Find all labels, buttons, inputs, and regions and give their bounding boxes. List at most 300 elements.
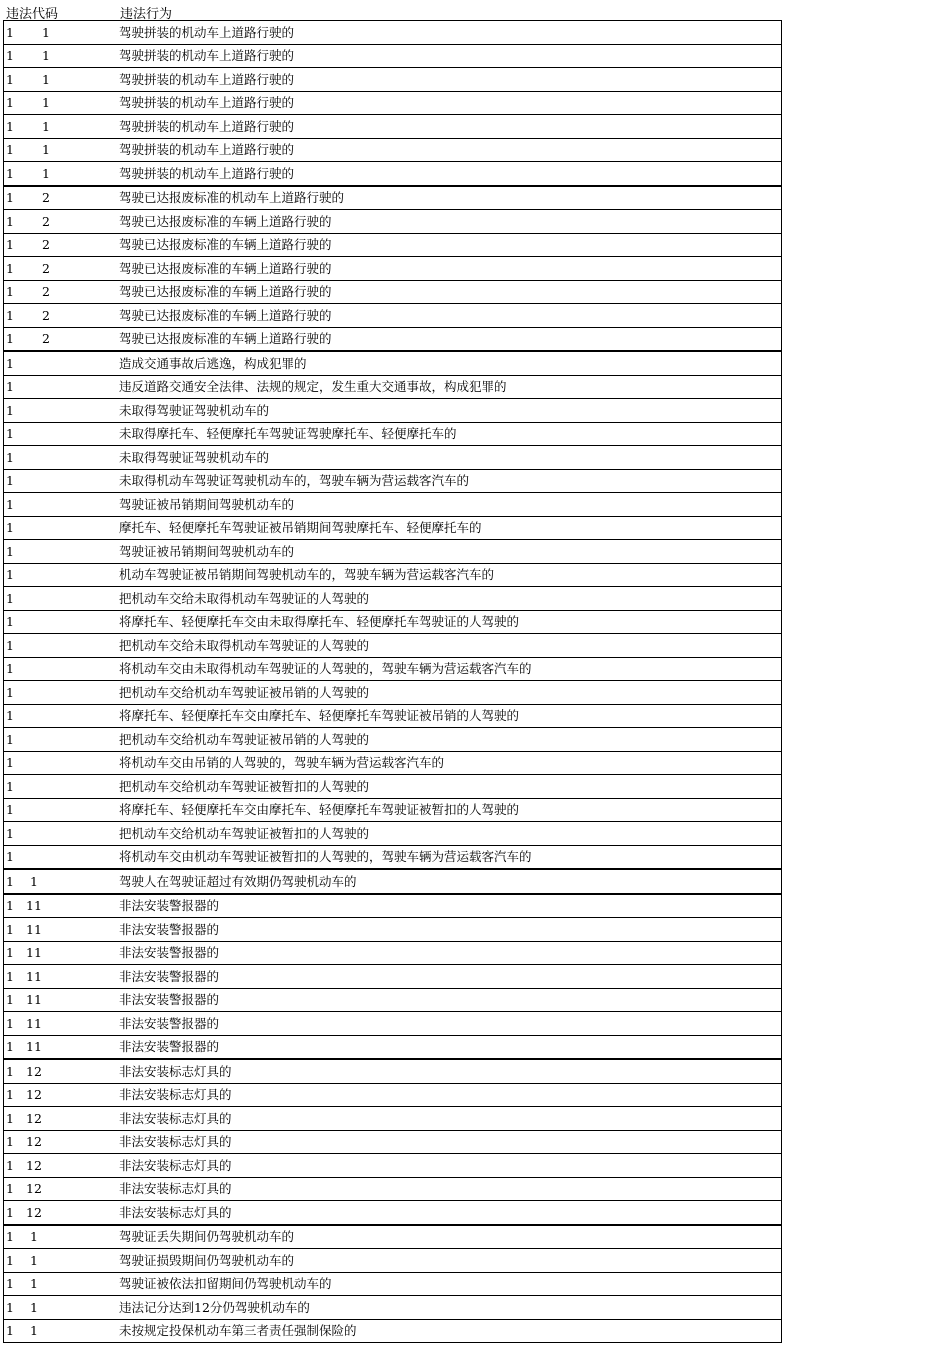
table-row xyxy=(4,257,782,281)
code-major: 1 xyxy=(6,190,14,205)
code-major: 1 xyxy=(6,284,14,299)
table-row xyxy=(4,681,782,705)
code-cell xyxy=(4,869,117,894)
code-cell xyxy=(4,375,117,399)
code-minor: 11 xyxy=(26,1015,42,1031)
table-row xyxy=(4,1296,782,1320)
code-cell xyxy=(4,1296,117,1320)
action-text: 机动车驾驶证被吊销期间驾驶机动车的，驾驶车辆为营运载客汽车的 xyxy=(119,567,495,582)
code-cell xyxy=(4,988,117,1012)
action-cell xyxy=(116,1154,782,1178)
code-cell xyxy=(4,681,117,705)
action-text: 非法安装标志灯具的 xyxy=(119,1134,232,1149)
code-cell xyxy=(4,162,117,186)
action-text: 未取得摩托车、轻便摩托车驾驶证驾驶摩托车、轻便摩托车的 xyxy=(119,426,457,441)
action-text: 驾驶已达报废标准的车辆上道路行驶的 xyxy=(119,331,332,346)
code-cell xyxy=(4,704,117,728)
action-cell xyxy=(116,1249,782,1273)
action-text: 驾驶证丢失期间仍驾驶机动车的 xyxy=(119,1229,295,1244)
code-major: 1 xyxy=(6,849,14,864)
action-cell xyxy=(116,798,782,822)
code-cell xyxy=(4,399,117,423)
code-minor: 1 xyxy=(42,95,50,110)
code-cell xyxy=(4,918,117,942)
code-major: 1 xyxy=(6,567,14,582)
code-cell xyxy=(4,587,117,611)
code-cell xyxy=(4,304,117,328)
code-major: 1 xyxy=(6,449,14,465)
table-row xyxy=(4,304,782,328)
action-cell xyxy=(116,44,782,68)
code-major: 1 xyxy=(6,968,14,984)
table-row xyxy=(4,44,782,68)
action-cell xyxy=(116,728,782,752)
code-minor: 11 xyxy=(26,992,42,1007)
action-cell xyxy=(116,186,782,210)
code-minor: 2 xyxy=(42,307,50,323)
code-cell xyxy=(4,845,117,869)
table-row xyxy=(4,587,782,611)
table-row xyxy=(4,1035,782,1059)
code-major: 1 xyxy=(6,778,14,794)
action-cell xyxy=(116,138,782,162)
code-cell xyxy=(4,186,117,210)
table-header xyxy=(6,2,782,20)
action-cell xyxy=(116,869,782,894)
action-text: 把机动车交给机动车驾驶证被暂扣的人驾驶的 xyxy=(119,825,370,841)
code-minor: 2 xyxy=(42,331,50,346)
table-row xyxy=(4,988,782,1012)
code-major: 1 xyxy=(6,426,14,441)
action-text: 非法安装警报器的 xyxy=(119,945,220,960)
code-major: 1 xyxy=(6,1204,14,1220)
code-cell xyxy=(4,493,117,517)
action-text: 驾驶证被吊销期间驾驶机动车的 xyxy=(119,543,295,559)
table-row xyxy=(4,186,782,210)
code-cell xyxy=(4,21,117,45)
code-major: 1 xyxy=(6,1229,14,1244)
table-row xyxy=(4,1319,782,1343)
table-row xyxy=(4,327,782,351)
action-text: 驾驶已达报废标准的车辆上道路行驶的 xyxy=(119,260,332,276)
action-cell xyxy=(116,894,782,918)
action-text: 将摩托车、轻便摩托车交由未取得摩托车、轻便摩托车驾驶证的人驾驶的 xyxy=(119,614,520,629)
code-cell xyxy=(4,965,117,989)
action-cell xyxy=(116,540,782,564)
table-row xyxy=(4,1083,782,1107)
code-major: 1 xyxy=(6,898,14,913)
code-major: 1 xyxy=(6,1157,14,1173)
table-row xyxy=(4,469,782,493)
code-cell xyxy=(4,91,117,115)
action-cell xyxy=(116,1319,782,1343)
action-cell xyxy=(116,587,782,611)
code-minor: 2 xyxy=(42,260,50,276)
action-text: 非法安装警报器的 xyxy=(119,921,220,937)
action-text: 驾驶拼装的机动车上道路行驶的 xyxy=(119,71,295,87)
table-row xyxy=(4,1225,782,1249)
code-cell xyxy=(4,138,117,162)
action-cell xyxy=(116,375,782,399)
table-row xyxy=(4,115,782,139)
action-cell xyxy=(116,21,782,45)
action-text: 驾驶拼装的机动车上道路行驶的 xyxy=(119,95,295,110)
code-major: 1 xyxy=(6,1181,14,1196)
code-major: 1 xyxy=(6,473,14,488)
action-cell xyxy=(116,162,782,186)
action-text: 驾驶证被依法扣留期间仍驾驶机动车的 xyxy=(119,1276,332,1291)
code-minor: 11 xyxy=(26,1039,42,1054)
code-cell xyxy=(4,516,117,540)
action-text: 驾驶已达报废标准的车辆上道路行驶的 xyxy=(119,307,332,323)
action-cell xyxy=(116,68,782,92)
code-major: 1 xyxy=(6,590,14,606)
table-row xyxy=(4,399,782,423)
code-major: 1 xyxy=(6,24,14,40)
code-cell xyxy=(4,1154,117,1178)
code-cell xyxy=(4,894,117,918)
action-text: 非法安装标志灯具的 xyxy=(119,1063,232,1079)
code-major: 1 xyxy=(6,1252,14,1268)
code-cell xyxy=(4,822,117,846)
table-row xyxy=(4,422,782,446)
code-cell xyxy=(4,1083,117,1107)
action-text: 把机动车交给机动车驾驶证被暂扣的人驾驶的 xyxy=(119,778,370,794)
table-row xyxy=(4,68,782,92)
table-row xyxy=(4,1107,782,1131)
code-minor: 12 xyxy=(26,1063,42,1079)
action-text: 摩托车、轻便摩托车驾驶证被吊销期间驾驶摩托车、轻便摩托车的 xyxy=(119,520,482,535)
table-row xyxy=(4,493,782,517)
action-text: 非法安装标志灯具的 xyxy=(119,1157,232,1173)
action-text: 将机动车交由未取得机动车驾驶证的人驾驶的，驾驶车辆为营运载客汽车的 xyxy=(119,661,532,676)
action-cell xyxy=(116,446,782,470)
action-text: 将摩托车、轻便摩托车交由摩托车、轻便摩托车驾驶证被吊销的人驾驶的 xyxy=(119,708,520,723)
code-major: 1 xyxy=(6,1110,14,1126)
action-cell xyxy=(116,610,782,634)
code-cell xyxy=(4,540,117,564)
action-text: 驾驶证被吊销期间驾驶机动车的 xyxy=(119,496,295,512)
action-cell xyxy=(116,327,782,351)
code-major: 1 xyxy=(6,1323,14,1338)
action-cell xyxy=(116,941,782,965)
code-minor: 1 xyxy=(30,873,38,889)
action-text: 把机动车交给机动车驾驶证被吊销的人驾驶的 xyxy=(119,731,370,747)
action-cell xyxy=(116,280,782,304)
action-cell xyxy=(116,399,782,423)
action-text: 驾驶证损毁期间仍驾驶机动车的 xyxy=(119,1252,295,1268)
table-row xyxy=(4,1249,782,1273)
action-cell xyxy=(116,516,782,540)
table-row xyxy=(4,162,782,186)
action-text: 非法安装警报器的 xyxy=(119,898,220,913)
code-minor: 1 xyxy=(42,165,50,181)
code-cell xyxy=(4,610,117,634)
code-minor: 12 xyxy=(26,1181,42,1196)
code-major: 1 xyxy=(6,1134,14,1149)
table-row xyxy=(4,610,782,634)
table-row xyxy=(4,1154,782,1178)
code-major: 1 xyxy=(6,1087,14,1102)
code-minor: 11 xyxy=(26,921,42,937)
action-cell xyxy=(116,918,782,942)
code-major: 1 xyxy=(6,118,14,134)
code-major: 1 xyxy=(6,48,14,63)
table-row xyxy=(4,657,782,681)
code-minor: 1 xyxy=(30,1276,38,1291)
code-minor: 12 xyxy=(26,1087,42,1102)
code-cell xyxy=(4,280,117,304)
action-cell xyxy=(116,493,782,517)
action-text: 将机动车交由吊销的人驾驶的，驾驶车辆为营运载客汽车的 xyxy=(119,755,445,770)
code-major: 1 xyxy=(6,307,14,323)
code-major: 1 xyxy=(6,661,14,676)
action-cell xyxy=(116,1201,782,1225)
code-minor: 12 xyxy=(26,1110,42,1126)
code-major: 1 xyxy=(6,921,14,937)
code-minor: 1 xyxy=(30,1229,38,1244)
code-major: 1 xyxy=(6,71,14,87)
code-major: 1 xyxy=(6,213,14,229)
action-text: 驾驶已达报废标准的机动车上道路行驶的 xyxy=(119,190,345,205)
action-cell xyxy=(116,563,782,587)
action-text: 非法安装警报器的 xyxy=(119,992,220,1007)
action-cell xyxy=(116,681,782,705)
header-action: 违法行为 xyxy=(120,7,173,22)
action-cell xyxy=(116,1083,782,1107)
action-cell xyxy=(116,1296,782,1320)
action-cell xyxy=(116,1225,782,1249)
code-major: 1 xyxy=(6,614,14,629)
action-text: 驾驶拼装的机动车上道路行驶的 xyxy=(119,48,295,63)
table-row xyxy=(4,775,782,799)
violation-table xyxy=(3,20,782,1343)
table-row xyxy=(4,540,782,564)
action-text: 非法安装标志灯具的 xyxy=(119,1110,232,1126)
action-cell xyxy=(116,210,782,234)
code-cell xyxy=(4,422,117,446)
code-cell xyxy=(4,657,117,681)
code-cell xyxy=(4,233,117,257)
table-row xyxy=(4,280,782,304)
table-row xyxy=(4,634,782,658)
table-row xyxy=(4,21,782,45)
code-cell xyxy=(4,351,117,375)
table-row xyxy=(4,798,782,822)
table-row xyxy=(4,894,782,918)
action-cell xyxy=(116,1035,782,1059)
code-minor: 2 xyxy=(42,237,50,252)
code-cell xyxy=(4,1035,117,1059)
code-cell xyxy=(4,751,117,775)
code-minor: 11 xyxy=(26,968,42,984)
code-cell xyxy=(4,44,117,68)
action-text: 未取得机动车驾驶证驾驶机动车的，驾驶车辆为营运载客汽车的 xyxy=(119,473,470,488)
action-text: 驾驶拼装的机动车上道路行驶的 xyxy=(119,118,295,134)
table-row xyxy=(4,351,782,375)
code-major: 1 xyxy=(6,402,14,418)
table-row xyxy=(4,1059,782,1083)
code-minor: 1 xyxy=(42,118,50,134)
action-text: 驾驶人在驾驶证超过有效期仍驾驶机动车的 xyxy=(119,873,357,889)
action-cell xyxy=(116,351,782,375)
code-cell xyxy=(4,1107,117,1131)
code-major: 1 xyxy=(6,237,14,252)
table-row xyxy=(4,210,782,234)
code-minor: 1 xyxy=(42,71,50,87)
action-text: 将摩托车、轻便摩托车交由摩托车、轻便摩托车驾驶证被暂扣的人驾驶的 xyxy=(119,802,520,817)
action-cell xyxy=(116,988,782,1012)
code-major: 1 xyxy=(6,708,14,723)
table-row xyxy=(4,704,782,728)
code-minor: 12 xyxy=(26,1134,42,1149)
code-cell xyxy=(4,563,117,587)
action-text: 驾驶拼装的机动车上道路行驶的 xyxy=(119,24,295,40)
action-text: 非法安装警报器的 xyxy=(119,1015,220,1031)
action-cell xyxy=(116,822,782,846)
action-text: 违反道路交通安全法律、法规的规定，发生重大交通事故，构成犯罪的 xyxy=(119,379,507,394)
table-row xyxy=(4,516,782,540)
code-major: 1 xyxy=(6,1299,14,1315)
code-major: 1 xyxy=(6,355,14,371)
table-row xyxy=(4,446,782,470)
action-text: 将机动车交由机动车驾驶证被暂扣的人驾驶的，驾驶车辆为营运载客汽车的 xyxy=(119,849,532,864)
code-major: 1 xyxy=(6,496,14,512)
table-row xyxy=(4,728,782,752)
code-major: 1 xyxy=(6,165,14,181)
action-text: 驾驶已达报废标准的车辆上道路行驶的 xyxy=(119,237,332,252)
code-major: 1 xyxy=(6,520,14,535)
code-major: 1 xyxy=(6,1276,14,1291)
table-row xyxy=(4,1012,782,1036)
action-cell xyxy=(116,704,782,728)
table-row xyxy=(4,233,782,257)
table-row xyxy=(4,965,782,989)
table-row xyxy=(4,822,782,846)
action-cell xyxy=(116,965,782,989)
table-row xyxy=(4,563,782,587)
code-minor: 1 xyxy=(42,48,50,63)
code-minor: 11 xyxy=(26,945,42,960)
code-cell xyxy=(4,798,117,822)
action-text: 非法安装警报器的 xyxy=(119,1039,220,1054)
violation-table-body xyxy=(4,21,782,1343)
action-cell xyxy=(116,657,782,681)
table-row xyxy=(4,91,782,115)
action-text: 未取得驾驶证驾驶机动车的 xyxy=(119,402,270,418)
action-text: 非法安装标志灯具的 xyxy=(119,1204,232,1220)
code-minor: 1 xyxy=(42,24,50,40)
action-text: 造成交通事故后逃逸，构成犯罪的 xyxy=(119,355,307,371)
code-minor: 2 xyxy=(42,190,50,205)
action-cell xyxy=(116,469,782,493)
action-text: 驾驶已达报废标准的车辆上道路行驶的 xyxy=(119,284,332,299)
table-row xyxy=(4,1272,782,1296)
code-cell xyxy=(4,1177,117,1201)
action-cell xyxy=(116,1272,782,1296)
action-text: 驾驶拼装的机动车上道路行驶的 xyxy=(119,165,295,181)
action-cell xyxy=(116,1130,782,1154)
action-cell xyxy=(116,257,782,281)
code-cell xyxy=(4,1319,117,1343)
code-cell xyxy=(4,115,117,139)
code-cell xyxy=(4,941,117,965)
code-cell xyxy=(4,1059,117,1083)
table-row xyxy=(4,845,782,869)
code-major: 1 xyxy=(6,1063,14,1079)
action-text: 非法安装标志灯具的 xyxy=(119,1087,232,1102)
code-minor: 2 xyxy=(42,284,50,299)
action-text: 未按规定投保机动车第三者责任强制保险的 xyxy=(119,1323,357,1338)
code-cell xyxy=(4,327,117,351)
action-cell xyxy=(116,775,782,799)
table-row xyxy=(4,751,782,775)
code-minor: 11 xyxy=(26,898,42,913)
code-cell xyxy=(4,257,117,281)
table-row xyxy=(4,1177,782,1201)
action-cell xyxy=(116,634,782,658)
code-cell xyxy=(4,1249,117,1273)
code-cell xyxy=(4,210,117,234)
action-cell xyxy=(116,845,782,869)
code-cell xyxy=(4,68,117,92)
code-major: 1 xyxy=(6,873,14,889)
action-cell xyxy=(116,233,782,257)
code-major: 1 xyxy=(6,331,14,346)
action-text: 非法安装标志灯具的 xyxy=(119,1181,232,1196)
table-row xyxy=(4,918,782,942)
code-cell xyxy=(4,1272,117,1296)
code-cell xyxy=(4,1012,117,1036)
action-cell xyxy=(116,751,782,775)
code-minor: 1 xyxy=(30,1252,38,1268)
action-text: 把机动车交给机动车驾驶证被吊销的人驾驶的 xyxy=(119,684,370,700)
code-minor: 12 xyxy=(26,1157,42,1173)
code-major: 1 xyxy=(6,684,14,700)
code-major: 1 xyxy=(6,543,14,559)
action-text: 驾驶已达报废标准的车辆上道路行驶的 xyxy=(119,213,332,229)
code-minor: 1 xyxy=(30,1323,38,1338)
code-major: 1 xyxy=(6,142,14,157)
action-text: 驾驶拼装的机动车上道路行驶的 xyxy=(119,142,295,157)
code-major: 1 xyxy=(6,379,14,394)
action-text: 非法安装警报器的 xyxy=(119,968,220,984)
table-row xyxy=(4,869,782,894)
code-cell xyxy=(4,446,117,470)
code-cell xyxy=(4,1225,117,1249)
code-major: 1 xyxy=(6,802,14,817)
action-cell xyxy=(116,304,782,328)
code-cell xyxy=(4,469,117,493)
action-cell xyxy=(116,1107,782,1131)
table-row xyxy=(4,941,782,965)
action-text: 把机动车交给未取得机动车驾驶证的人驾驶的 xyxy=(119,590,370,606)
code-minor: 2 xyxy=(42,213,50,229)
header-code: 违法代码 xyxy=(6,7,59,22)
action-cell xyxy=(116,1177,782,1201)
code-major: 1 xyxy=(6,1039,14,1054)
table-row xyxy=(4,138,782,162)
code-major: 1 xyxy=(6,755,14,770)
action-text: 把机动车交给未取得机动车驾驶证的人驾驶的 xyxy=(119,637,370,653)
table-row xyxy=(4,1201,782,1225)
action-cell xyxy=(116,115,782,139)
code-minor: 12 xyxy=(26,1204,42,1220)
code-cell xyxy=(4,775,117,799)
code-minor: 1 xyxy=(42,142,50,157)
code-cell xyxy=(4,1130,117,1154)
code-major: 1 xyxy=(6,945,14,960)
